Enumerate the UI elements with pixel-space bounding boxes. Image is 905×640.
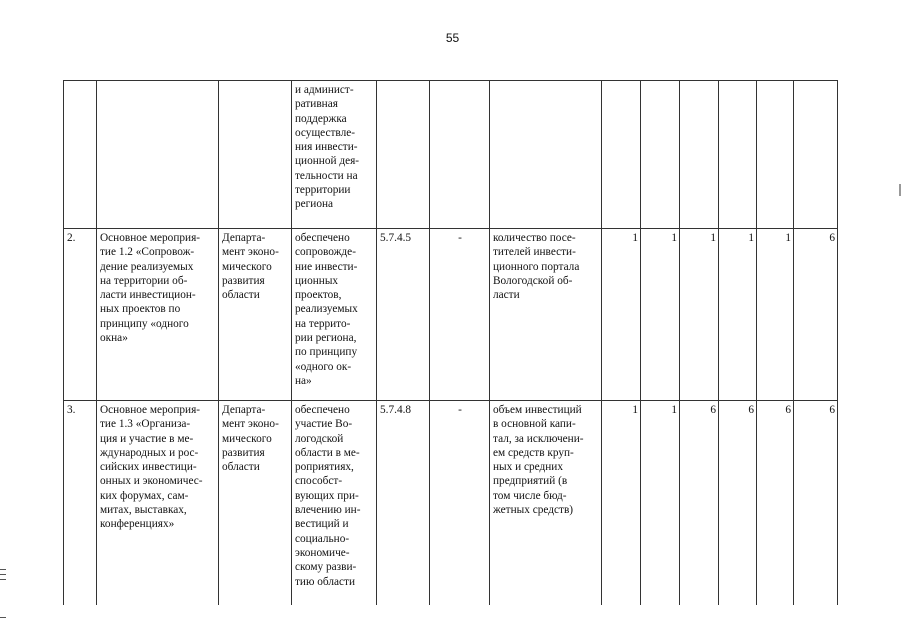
table-row (64, 401, 838, 605)
value-cell: 1 (719, 229, 757, 401)
value-cell (794, 81, 838, 229)
result-cell: и админист- ративная поддержка осуществле- ния инвести- ционной дея- тельности на территории региона (292, 81, 377, 229)
value-cell: 1 (757, 229, 794, 401)
event-cell (97, 81, 219, 229)
executor-cell: Департа- мент эконо- мического развития области (219, 229, 292, 401)
executor-cell (219, 81, 292, 229)
mark-cell (430, 81, 490, 229)
program-table (63, 80, 838, 605)
code-cell: 5.7.4.5 (377, 229, 430, 401)
indicator-cell (490, 81, 602, 229)
scan-margin-mark (0, 569, 6, 570)
code-cell: 5.7.4.8 (377, 401, 430, 605)
code-cell (377, 81, 430, 229)
value-cell: 1 (602, 401, 641, 605)
value-cell: 1 (641, 401, 680, 605)
scan-margin-mark (0, 617, 6, 618)
scan-edge-mark (899, 184, 901, 196)
page-number: 55 (445, 31, 460, 45)
event-cell: Основное мероприя- тие 1.3 «Организа- ция и участие в ме- ждународных и рос- сийских инвестици- онных и экономичес- ких форумах, сам- митах, выставках, конференциях» (97, 401, 219, 605)
executor-cell: Департа- мент эконо- мического развития области (219, 401, 292, 605)
value-cell: 6 (680, 401, 719, 605)
result-cell: обеспечено участие Во- логодской области в ме- роприятиях, способст- вующих при- влечению ин- вестиций и социально- экономиче- скому разви- тию области (292, 401, 377, 605)
mark-cell: - (430, 229, 490, 401)
value-cell: 6 (757, 401, 794, 605)
scan-margin-mark (0, 574, 6, 575)
value-cell (719, 81, 757, 229)
value-cell (680, 81, 719, 229)
row-number-cell: 3. (64, 401, 97, 605)
result-cell: обеспечено сопровожде- ние инвести- ционных проектов, реализуемых на террито- рии региона, по принципу «одного ок- на» (292, 229, 377, 401)
row-number-cell: 2. (64, 229, 97, 401)
table-row (64, 229, 838, 401)
value-cell: 1 (602, 229, 641, 401)
row-number-cell (64, 81, 97, 229)
value-cell (641, 81, 680, 229)
value-cell: 6 (794, 401, 838, 605)
value-cell: 1 (680, 229, 719, 401)
value-cell: 1 (641, 229, 680, 401)
value-cell: 6 (794, 229, 838, 401)
event-cell: Основное мероприя- тие 1.2 «Сопровож- дение реализуемых на территории об- ласти инвестицион- ных проектов по принципу «одного окна» (97, 229, 219, 401)
indicator-cell: объем инвестиций в основной капи- тал, за исключени- ем средств круп- ных и средних предприятий (в том числе бюд- жетных средств) (490, 401, 602, 605)
table-row (64, 81, 838, 229)
value-cell (757, 81, 794, 229)
scan-margin-mark (0, 579, 6, 580)
value-cell: 6 (719, 401, 757, 605)
indicator-cell: количество посе- тителей инвести- ционного портала Вологодской об- ласти (490, 229, 602, 401)
mark-cell: - (430, 401, 490, 605)
value-cell (602, 81, 641, 229)
